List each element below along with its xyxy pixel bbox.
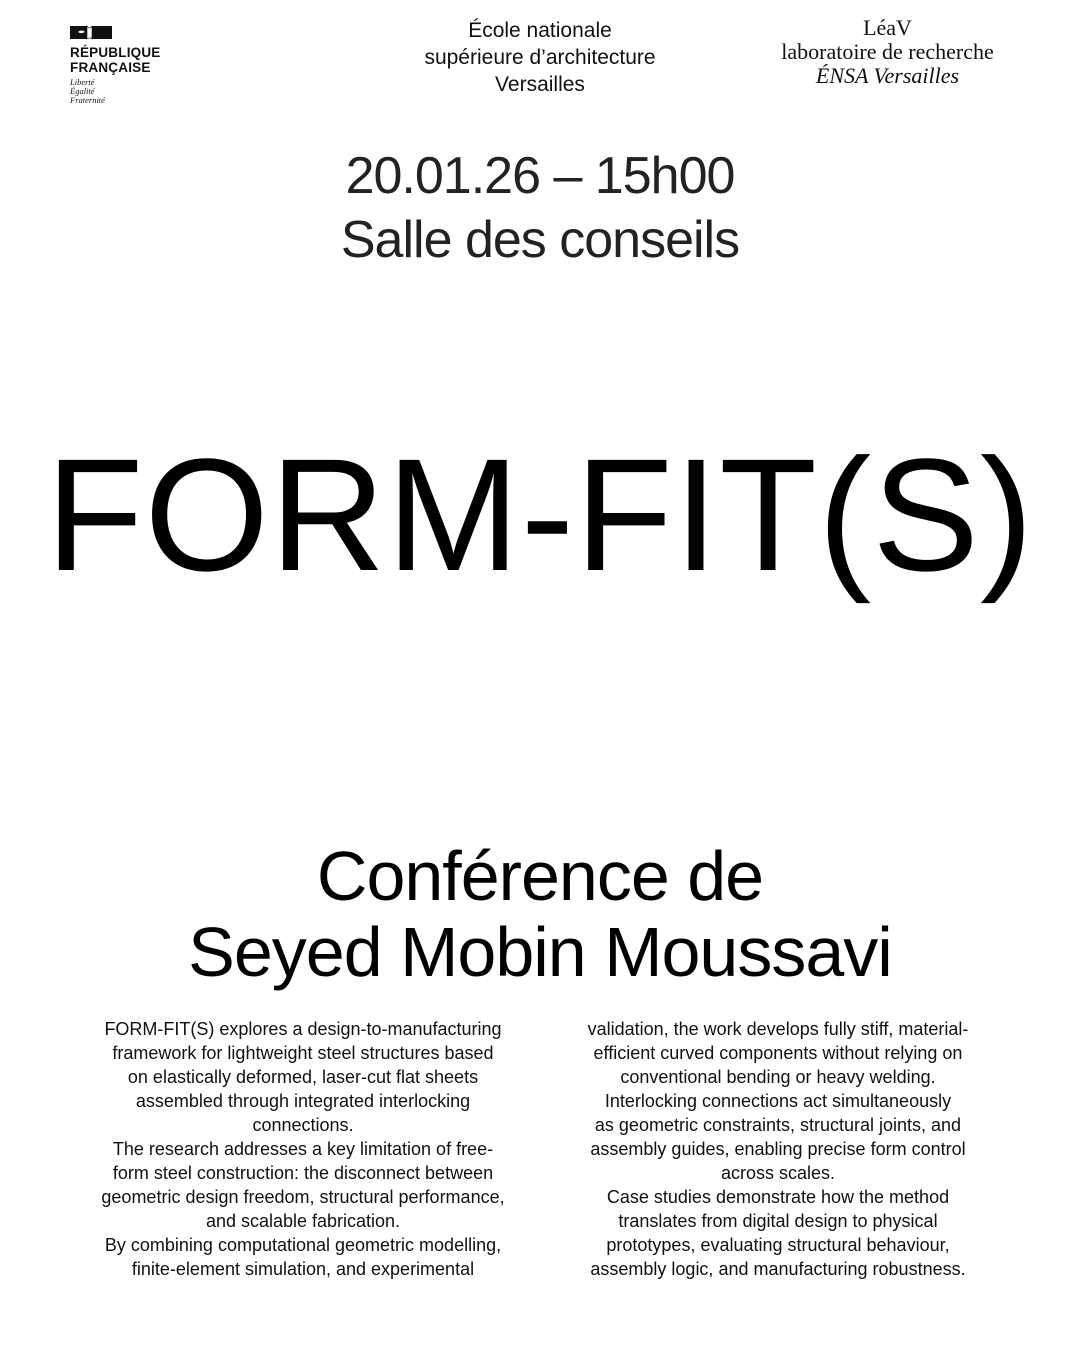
abstract-line: conventional bending or heavy welding.: [620, 1067, 936, 1087]
school-name: [330, 17, 750, 98]
abstract-line: efficient curved components without relying on: [593, 1043, 963, 1063]
republique-line-2: FRANÇAISE: [70, 60, 151, 75]
motto-egalite: Égalité: [70, 86, 95, 96]
school-line-1: École nationale: [468, 19, 612, 42]
lab-name: [745, 16, 1030, 88]
abstract-line: across scales.: [720, 1163, 836, 1183]
abstract-left-column: [68, 1017, 538, 1281]
school-line-3: Versailles: [495, 73, 585, 96]
abstract-line: validation, the work develops fully stiff, material-: [587, 1019, 969, 1039]
lab-line-2: laboratoire de recherche: [781, 39, 994, 64]
abstract-right-column: [548, 1017, 1008, 1281]
lab-line-3: ÉNSA Versailles: [815, 63, 960, 88]
main-title: FORM-FIT(S): [45, 425, 1035, 604]
abstract-line: assembled through integrated interlocking: [135, 1091, 471, 1111]
republique-francaise-logo: [70, 24, 190, 105]
abstract-line: translates from digital design to physical: [618, 1211, 938, 1231]
school-line-2: supérieure d’architecture: [424, 46, 656, 69]
marianne-icon: [70, 24, 112, 41]
event-datetime: 20.01.26 – 15h00: [345, 147, 735, 205]
abstract-line: as geometric constraints, structural joints, and: [594, 1115, 962, 1135]
event-info: [0, 144, 1080, 272]
abstract-line: on elastically deformed, laser-cut flat sheets: [127, 1067, 479, 1087]
abstract-line: finite-element simulation, and experimental: [131, 1259, 475, 1279]
conference-line-1: Conférence de: [316, 837, 764, 915]
abstract-line: Case studies demonstrate how the method: [606, 1187, 950, 1207]
abstract-line: and scalable fabrication.: [205, 1211, 401, 1231]
lab-line-1: LéaV: [863, 15, 912, 40]
abstract-line: geometric design freedom, structural performance,: [101, 1187, 505, 1207]
abstract-line: FORM-FIT(S) explores a design-to-manufacturing: [104, 1019, 502, 1039]
abstract-line: assembly logic, and manufacturing robustness.: [590, 1259, 966, 1279]
abstract-line: framework for lightweight steel structures based: [112, 1043, 494, 1063]
republique-name: [70, 45, 190, 75]
motto-fraternite: Fraternité: [70, 95, 105, 105]
abstract-line: prototypes, evaluating structural behaviour,: [606, 1235, 950, 1255]
abstract-line: connections.: [252, 1115, 354, 1135]
republique-motto: [70, 78, 190, 105]
republique-line-1: RÉPUBLIQUE: [70, 45, 161, 60]
abstract-line: form steel construction: the disconnect between: [112, 1163, 494, 1183]
abstract-line: assembly guides, enabling precise form control: [590, 1139, 966, 1159]
event-location: Salle des conseils: [340, 211, 740, 269]
abstract-line: Interlocking connections act simultaneously: [604, 1091, 952, 1111]
abstract-line: The research addresses a key limitation of free-: [112, 1139, 494, 1159]
motto-liberte: Liberté: [70, 77, 95, 87]
conference-speaker: Seyed Mobin Moussavi: [188, 913, 892, 991]
conference-heading: [0, 838, 1080, 990]
abstract-line: By combining computational geometric modelling,: [104, 1235, 502, 1255]
